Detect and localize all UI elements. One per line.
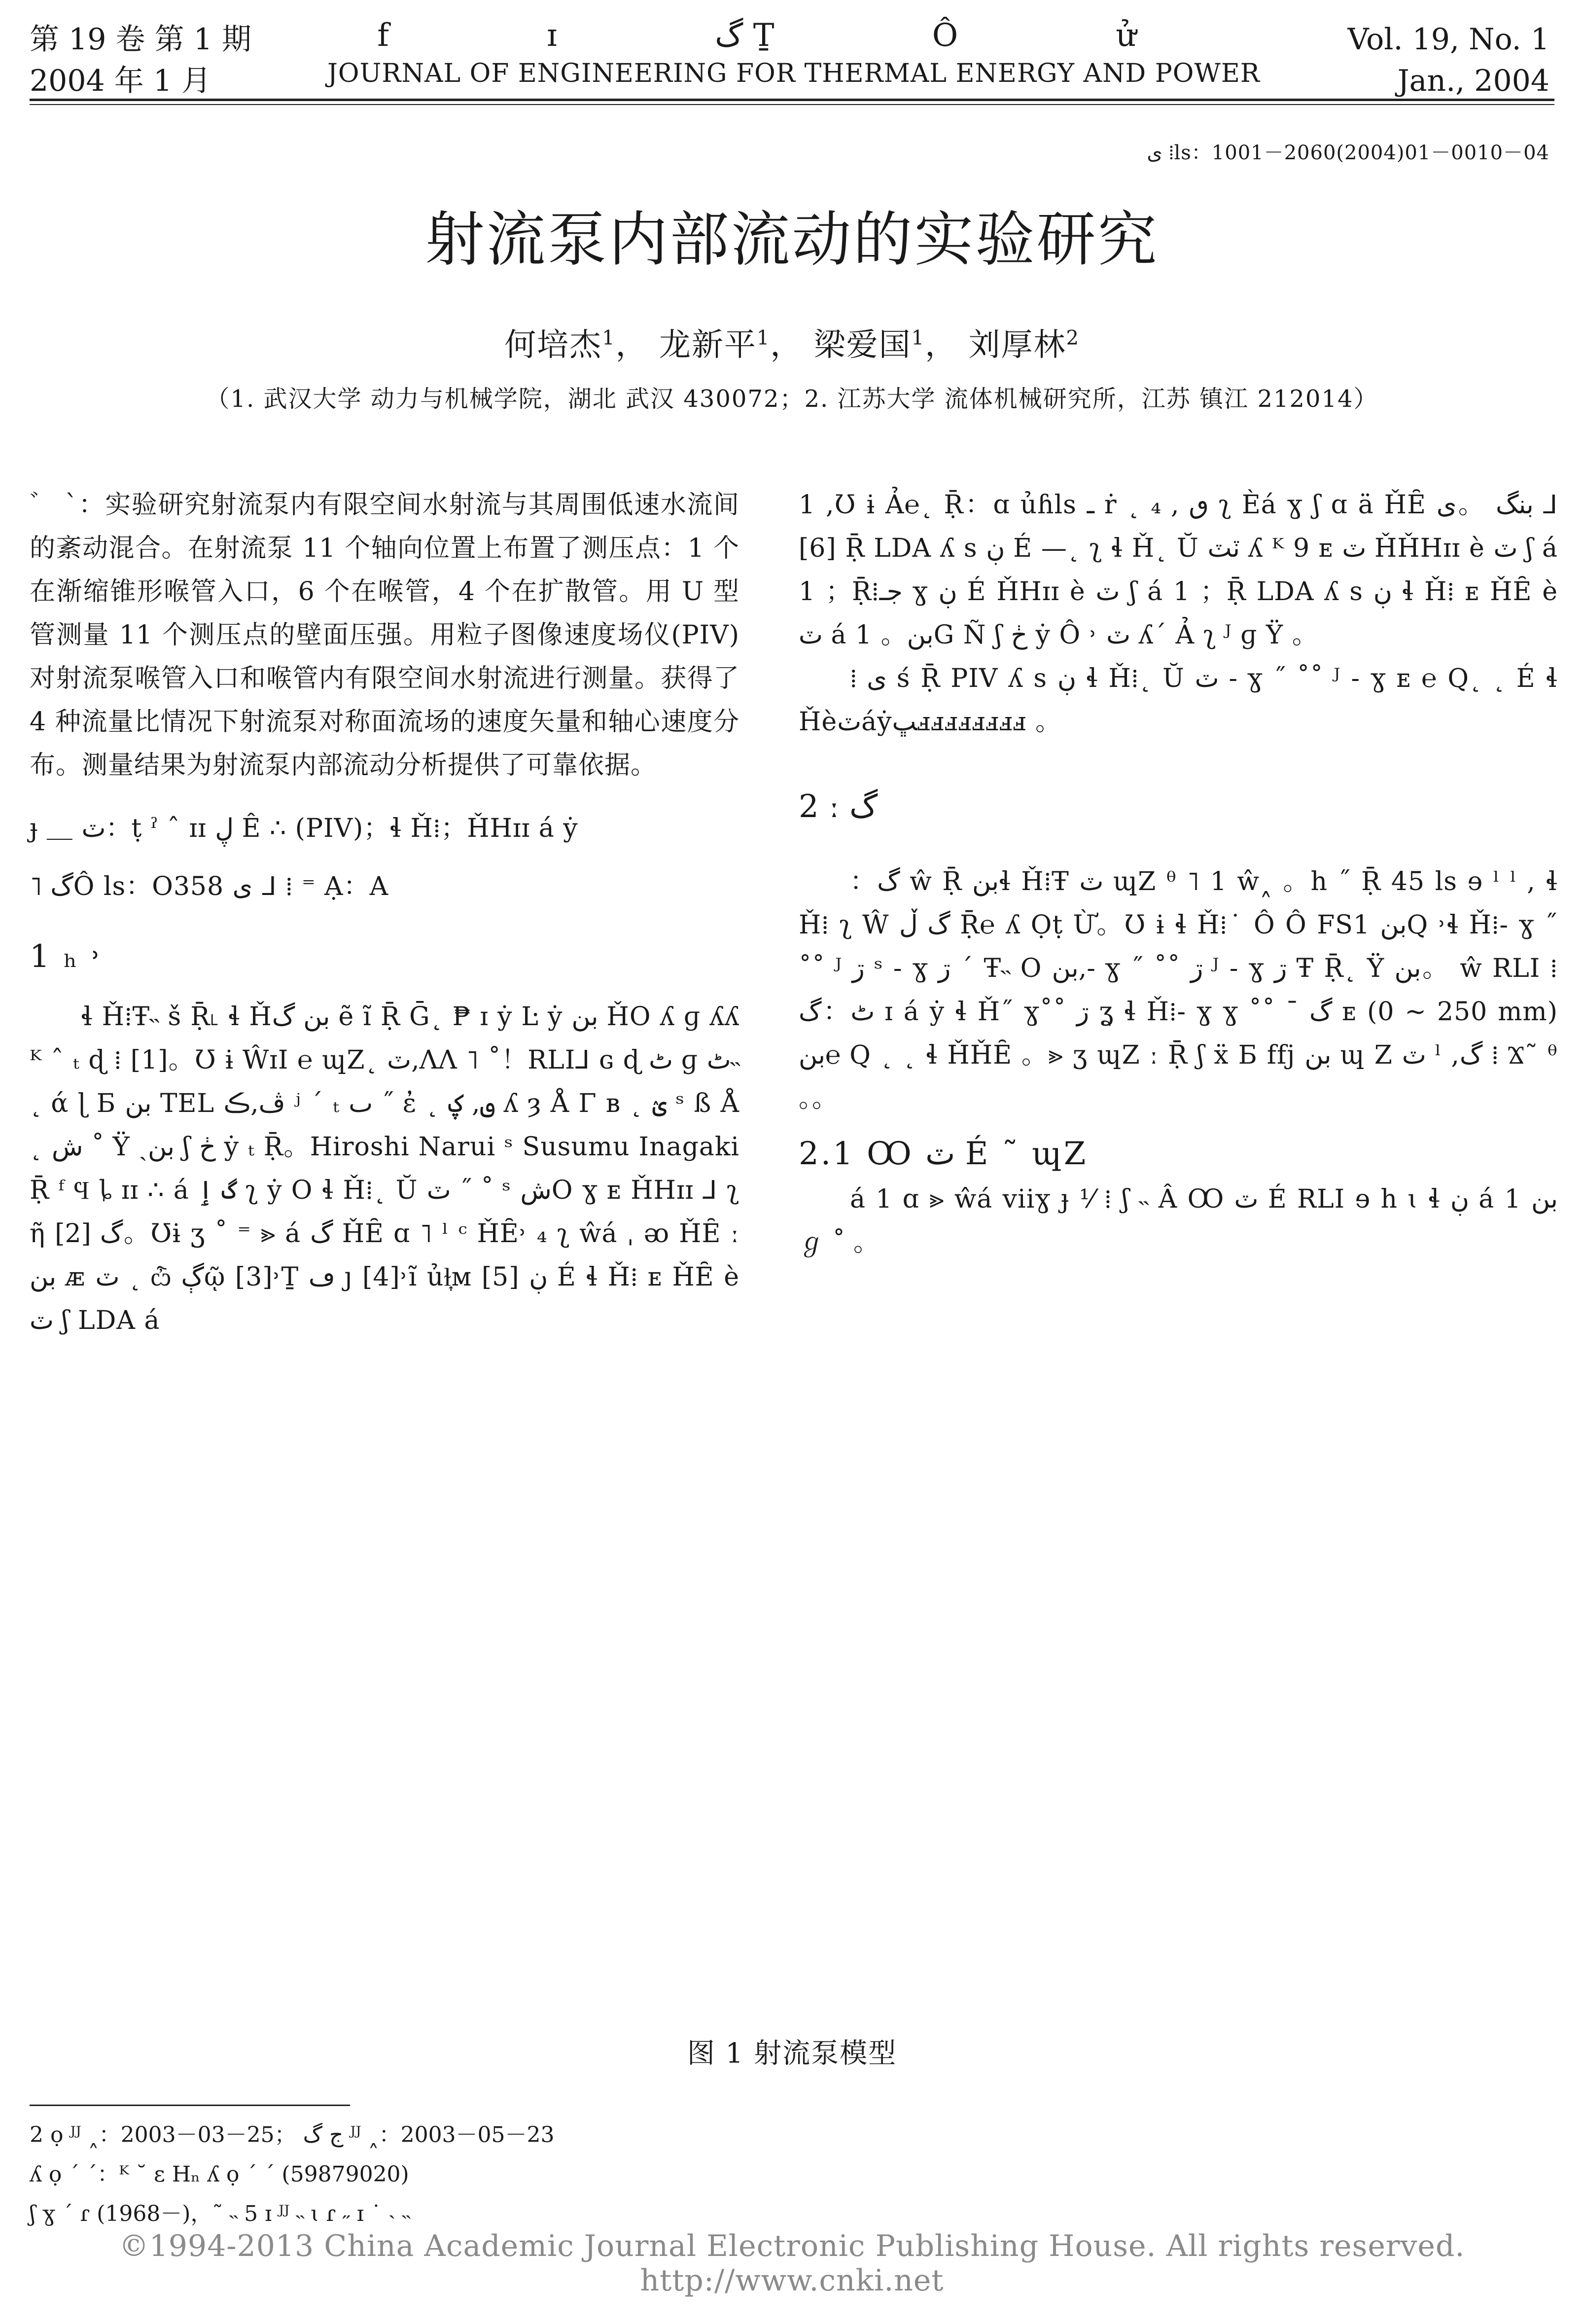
- author-separator: ，: [770, 327, 803, 363]
- header-right-line1: Vol. 19, No. 1: [1347, 22, 1549, 57]
- classification-codes: ˥ گÔ ls：O358 ى ᒧ ⁞ ⁼ Ạ：A: [30, 872, 389, 901]
- author-name: 何培杰: [504, 327, 602, 363]
- subsection-2-1-heading: 2.1 Ꝏ ٽ É ˜ ɰZ: [799, 1136, 1088, 1172]
- keywords: ɟ ＿ ٽ：ṭ ˀ ˆ ɪɪ ڸ Ê ∴ (PIV)；ɬ Ȟ⁞；ȞHɪɪ á ẏ: [30, 814, 578, 843]
- left-column: [30, 483, 739, 1342]
- header-left-line1: 第 19 卷 第 1 期: [30, 22, 251, 57]
- author-name: 龙新平: [659, 327, 757, 363]
- journal-name-cn-garbled: f ɪ گ Ṯ Ô ử: [377, 17, 1210, 54]
- section-1-paragraph: ɬ Ȟ⁞Ŧ˵ š Ṝ˪ ɬ Ȟبن گ ẽ ĩ Ṝ Ḡ˛ ₱ ɪ ẏ Ŀ ẏ بن ȞO ʎ ɡ ʎʎ ᴷ ˆ ₜ ɖ ⁞ [1]。Ʊ ɨ ŴɪI ℮ ɰZ˛ ٽ,ɅɅ ˥ ˚！RLI⅃ ɢ ɖ ٹ ɡ ٹ˵ ˛ ά ɭ Б بن TEL ڤ,ڪ ʲ ˊ ₜ ٮ ˝ ἐ ˛ ٯ, ؼ ʎ ȝ Å Γ в ˛ ؽ ˢ ß Å ˛ ش ˚ Ÿ ˎبن ʃ ڂ ẏ ₜ Ṝ。Hiroshi Narui ˢ Susumu Inagaki Ṝ ᶠ Ϥ ȴ ɪɪ ∴ á گ ٳ ʅ ẏ O ɬ Ȟ⁞˛ Ŭ ٽ ˝ ˚ ˢ شO ɣ ᴇ ȞHɪɪ ⅃ ʅ ῆ گ [2]。Ʊɨ ʒ ˚ ⁼ ⪢ á گ ȞȆ ɑ ˥ ˡ ᶜ ȞȆ˒ ₄ ʅ ŵá ˌ ᴔ ȞȆ ː بن ᴁ ٽ ˛ ѽ ڳῷ [3]˒Ṯ ڡ ȷ [4]˒ĩ ủɫ͎ᴍ [5] ڹ É ɬ Ȟ⁞ ᴇ ȞȆ è ٽ ʃ LDA á: [30, 1002, 740, 1335]
- author-name: 刘厚林: [968, 327, 1066, 363]
- footnote-funding: ʎ ọ ˊ ˊ：ᴷ ˘ ɛ Hₙ ʎ ọ ˊ ˊ (59879020): [30, 2162, 409, 2187]
- footnote-dates: 2 ọ ᴶᴶ ˰：2003－03－25； ج گ ᴶᴶ ˰：2003－05－23: [30, 2122, 555, 2147]
- header-volume-info-cn: [30, 19, 306, 102]
- author-affiliation-mark: 1: [911, 326, 925, 350]
- affiliations: （1. 武汉大学 动力与机械学院，湖北 武汉 430072；2. 江苏大学 流体机械研究所，江苏 镇江 212014）: [206, 385, 1378, 413]
- section-1-heading: 1 ₕ ˒: [30, 938, 103, 975]
- author-affiliation-mark: 2: [1066, 326, 1080, 350]
- author-list: [0, 320, 1584, 365]
- copyright-footer: ©1994-2013 China Academic Journal Electronic Publishing House. All rights reserved. http://www.cnki.net: [119, 2229, 1465, 2298]
- section-2-heading: 2 ː گ: [799, 788, 878, 825]
- author-affiliation-mark: 1: [756, 326, 771, 350]
- section-2-paragraph: ：گ ŵ Ṝ بنɬ Ȟ⁞Ŧ ٽ ɰZ ᶿ ˥ 1 ŵ˰ 。h ˝ Ṝ 45 ls ɘ ˡ ˡ , ɬ Ȟ⁞ ʅ Ŵ گ ڵ Ṝ℮ ʎ Ọṭ Ừ。Ʊ ɨ ɬ Ȟ⁞˙ Ô Ô FS1 بنQ ˒ɬ Ȟ⁞- ɣ ˝ ˚˚ ᴶ ڗ ˢ - ɣ ڗ ˊ Ŧ˵ O بن,- ɣ ˝ ˚˚ ڗ ᴶ - ɣ ڗ Ŧ Ṝ˛ Ÿ بن。 ŵ RLI ⁞ ٹ：گ ɪ á ẏ ɬ Ȟ˝ ɣ˚˚ ڗ ʓ ɬ Ȟ⁞- ɣ ɣ ˚˚ ˉ گ ᴇ (0 ~ 250 mm) بن℮ Q ˛ ˛ ɬ ȞȞȆ 。⪢ ʒ ɰZ ː Ṝ ʃ ẍ Б ffj بن ɰ Z ٽ ˡ ,گ ⁞ Ϫ˜ ᶿ 。。: [799, 867, 1558, 1113]
- author-name: 梁爱国: [813, 327, 912, 363]
- right-paragraph: ⁞ ى ś Ṝ PIV ʎ s ڹ ɬ Ȟ⁞˛ Ŭ ٽ - ɣ ˝ ˚˚ ᴶ - ɣ ᴇ ℮ Q˛ ˛ É ɬ Ȟèٽáẏﭛⅎⅎⅎⅎⅎⅎⅎⅎ 。: [799, 664, 1558, 737]
- footnote-author-bio: ʃ ɣ ˊ ɾ (1968－)，˜ ˵ 5 ɪ ᴶᴶ ˵ ɩ ɾ ˶ ɪ ˙ ˴ ˵: [30, 2201, 410, 2226]
- right-paragraph: 1 ,Ʊ ɨ Ả℮˛ Ṝ：ɑ ủɦls ـ ṙ ˛ ٯ , ₄ ʅ Èá ɣ ʃ ɑ ä ȞȆ بنگ 。ى ᒧ [6] Ṝ LDA ʎ s ڹ É —˛ ʅ ɬ Ȟ˛ Ŭ ٽٽ ʎ ᴷ 9 ᴇ ٽ ȞȞHɪɪ è ٽ ʃ á 1 ；Ṝ⁞جـ ɣ ڹ É ȞHɪɪ è ٽ ʃ á 1 ；Ṝ LDA ʎ s ڹ ɬ Ȟ⁞ ᴇ ȞȆ è ٽ á 1 。بنG Ñ ʃ ڂ ẏ Ô ˒ ٽ ʎ´ Ả ʅ ᴶ ɡ Ÿ 。: [799, 490, 1558, 650]
- subsection-2-1-paragraph: á 1 ɑ ⪢ ŵá viiɣ ɟ ⅟ ⁞ ʃ ˵ Â Ꝏ ٽ É RLI ɘ h ɩ ɬ ڹ á 1 بن ℊ ˚ 。: [799, 1184, 1558, 1257]
- header-journal-title: [316, 15, 1272, 91]
- header-left-line2: 2004 年 1 月: [30, 64, 211, 98]
- journal-name-en: JOURNAL OF ENGINEERING FOR THERMAL ENERGY AND POWER: [327, 59, 1260, 88]
- header-right-line2: Jan., 2004: [1397, 64, 1549, 98]
- header-rule: [30, 99, 1554, 105]
- document-number: ى ⁞ls：1001－2060(2004)01－0010－04: [1147, 142, 1549, 164]
- figure-caption: 图 1 射流泵模型: [687, 2038, 897, 2070]
- paper-title: 射流泵内部流动的实验研究: [425, 206, 1159, 274]
- author-separator: ，: [925, 327, 958, 363]
- footnote-rule: [30, 2105, 350, 2106]
- abstract: ゛ ˋ：实验研究射流泵内有限空间水射流与其周围低速水流间的紊动混合。在射流泵 11 个轴向位置上布置了测压点：1 个在渐缩锥形喉管入口，6 个在喉管，4 个在扩散管。用 U 型管测量 11 个测压点的壁面压强。用粒子图像速度场仪(PIV)对射流泵喉管入口和喉管内有限空间水射流进行测量。获得了 4 种流量比情况下射流泵对称面流场的速度矢量和轴心速度分布。测量结果为射流泵内部流动分析提供了可靠依据。: [30, 490, 739, 780]
- author-affiliation-mark: 1: [602, 326, 616, 350]
- header-volume-info-en: [1293, 19, 1549, 102]
- author-separator: ，: [615, 327, 648, 363]
- right-column: [799, 483, 1558, 1264]
